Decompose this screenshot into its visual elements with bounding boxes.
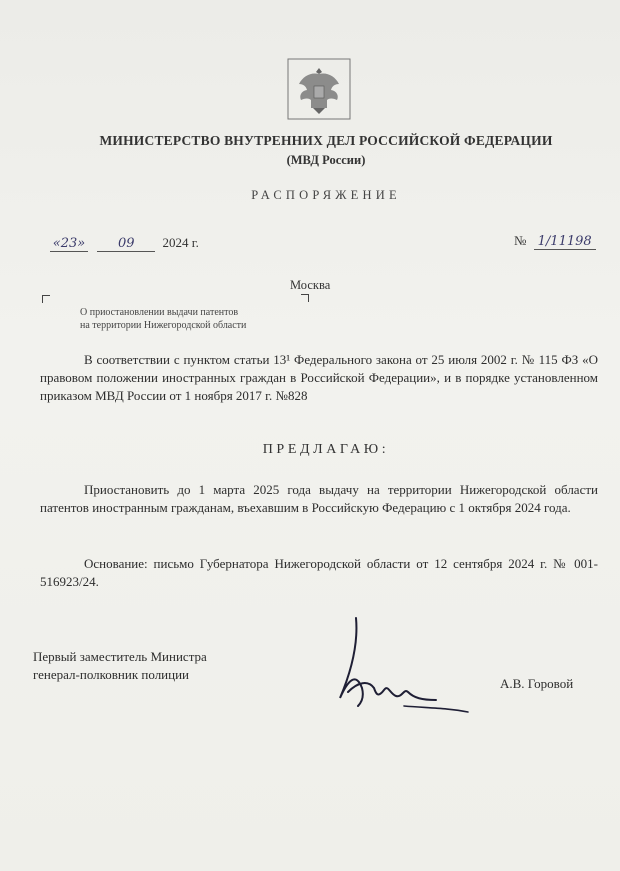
ministry-name: МИНИСТЕРСТВО ВНУТРЕННИХ ДЕЛ РОССИЙСКОЙ ФЕДЕРАЦИИ bbox=[99, 133, 553, 148]
date-day: «23» bbox=[50, 236, 88, 252]
handwritten-signature bbox=[318, 610, 478, 722]
subject-bracket-right bbox=[301, 294, 309, 302]
date-year: 2024 г. bbox=[162, 235, 199, 250]
subject-line-2: на территории Нижегородской области bbox=[80, 320, 247, 331]
document-subject bbox=[80, 306, 310, 332]
document-number bbox=[514, 233, 596, 250]
coat-of-arms-icon bbox=[287, 58, 351, 120]
ministry-short-name: (МВД России) bbox=[286, 153, 366, 167]
date-month: 09 bbox=[97, 236, 155, 252]
number-prefix: № bbox=[514, 233, 527, 248]
position-line-2: генерал-полковник полиции bbox=[33, 667, 190, 682]
city: Москва bbox=[290, 278, 331, 292]
number-value: 1/11198 bbox=[534, 234, 596, 250]
subject-bracket-left bbox=[42, 295, 50, 303]
subject-line-1: О приостановлении выдачи патентов bbox=[80, 307, 239, 318]
signatory-name: А.В. Горовой bbox=[500, 676, 574, 691]
paragraph-decision: Приостановить до 1 марта 2025 года выдачу на территории Нижегородской области патентов иностранным гражданам, въехавшим в Российскую Федерацию с 1 октября 2024 года. bbox=[40, 482, 598, 515]
position-line-1: Первый заместитель Министра bbox=[33, 649, 207, 664]
paragraph-preamble: В соответствии с пунктом статьи 13¹ Федерального закона от 25 июля 2002 г. № 115 ФЗ «О правовом положении иностранных граждан в Российской Федерации», и в порядке установленном приказом МВД России от 1 ноября 2017 г. №828 bbox=[40, 352, 598, 403]
paragraph-basis: Основание: письмо Губернатора Нижегородской области от 12 сентября 2024 г. № 001-516923/24. bbox=[40, 556, 598, 589]
document-date bbox=[50, 235, 199, 252]
document-type: РАСПОРЯЖЕНИЕ bbox=[251, 188, 401, 202]
signatory-position bbox=[33, 648, 207, 684]
propose-heading: ПРЕДЛАГАЮ: bbox=[262, 442, 390, 457]
